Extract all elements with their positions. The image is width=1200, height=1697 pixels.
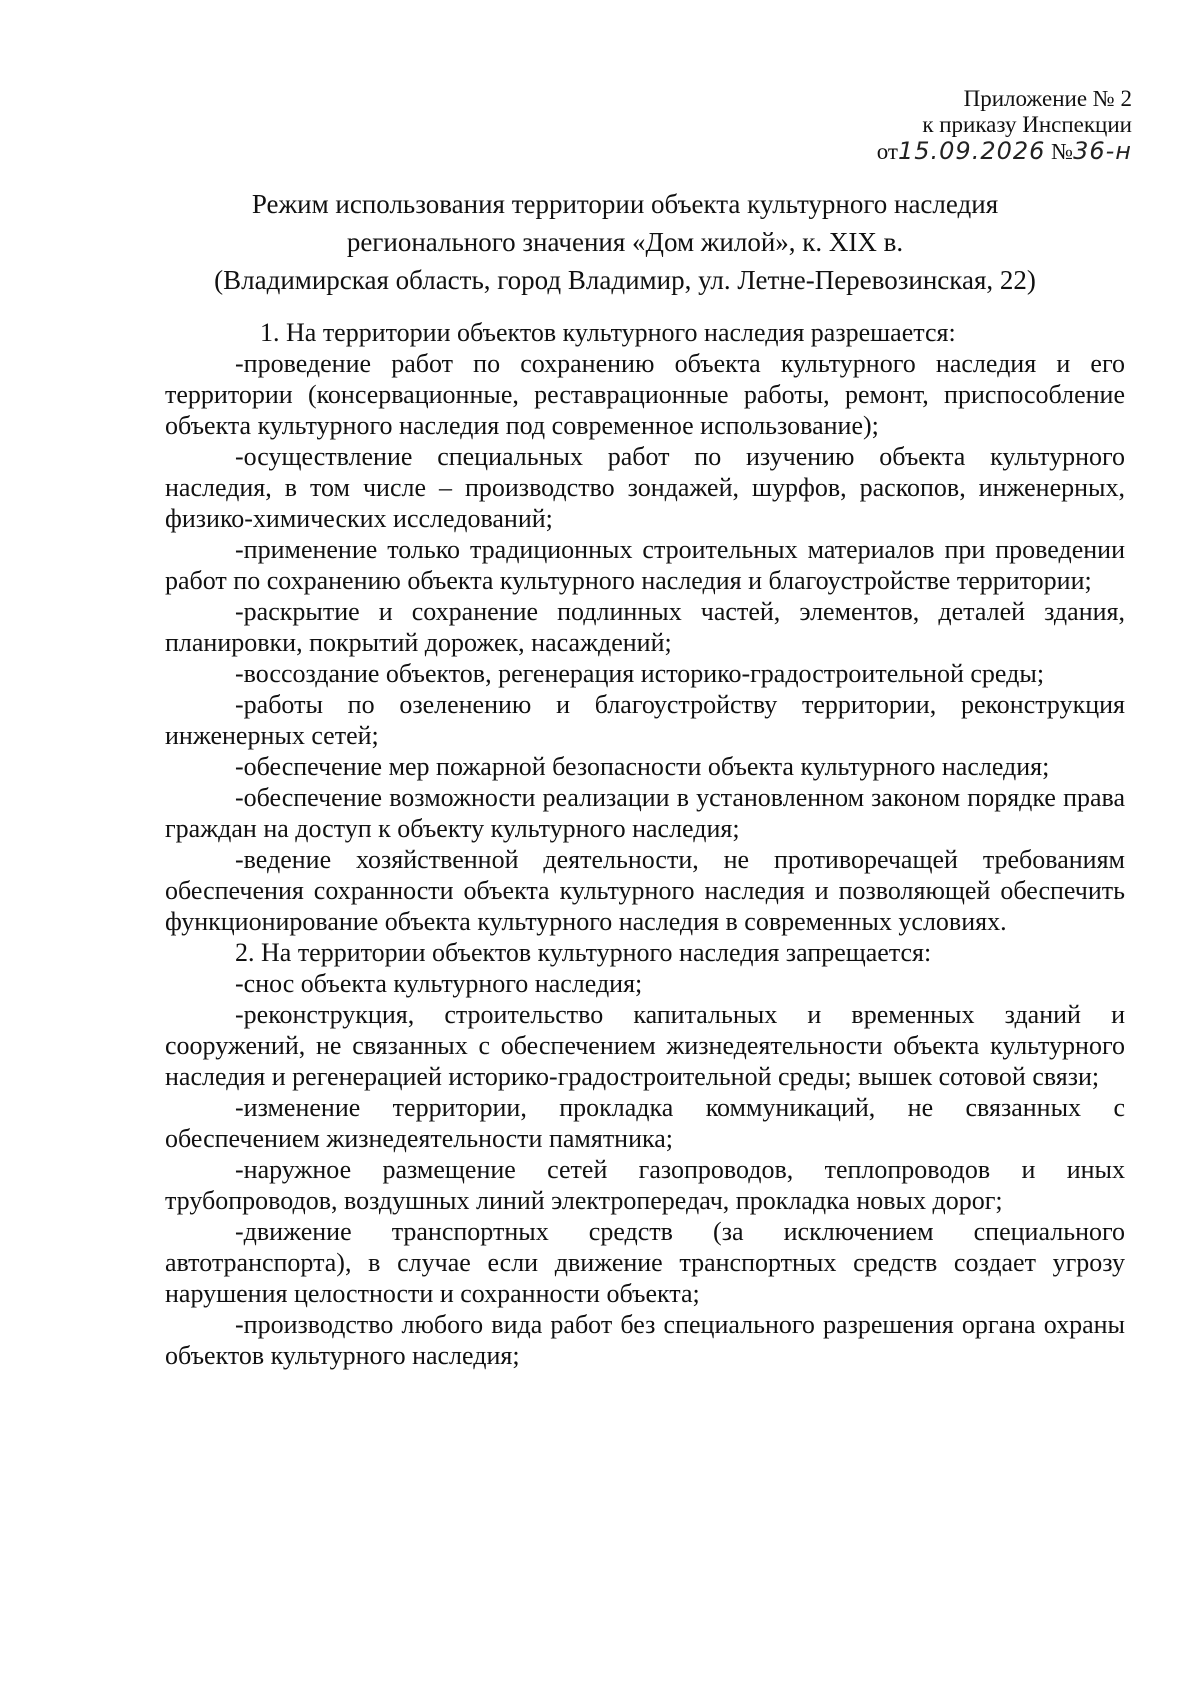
date-prefix: от xyxy=(876,139,898,164)
section-2-item: -производство любого вида работ без специального разрешения органа охраны объектов культурного наследия; xyxy=(165,1310,1125,1370)
section-1-item: -применение только традиционных строительных материалов при проведении работ по сохранению объекта культурного наследия и благоустройстве территории; xyxy=(165,535,1125,595)
section-1-item: -осуществление специальных работ по изучению объекта культурного наследия, в том числе – производство зондажей, шурфов, раскопов, инженерных, физико-химических исследований; xyxy=(165,442,1125,533)
section-1-heading: 1. На территории объектов культурного наследия разрешается: xyxy=(260,318,956,347)
title-line-2: регионального значения «Дом жилой», к. XIX в. xyxy=(346,227,904,257)
section-1-item: -обеспечение возможности реализации в установленном законом порядке права граждан на доступ к объекту культурного наследия; xyxy=(165,783,1125,843)
handwritten-date: 15.09.2026 xyxy=(897,137,1046,165)
section-2-item: -снос объекта культурного наследия; xyxy=(235,969,643,998)
order-date-number xyxy=(877,138,1132,165)
section-2-item: -движение транспортных средств (за исключением специального автотранспорта), в случае если движение транспортных средств создает угрозу нарушения целостности и сохранности объекта; xyxy=(165,1217,1125,1308)
order-reference: к приказу Инспекции xyxy=(922,112,1132,137)
document-title xyxy=(150,185,1100,299)
section-2-heading: 2. На территории объектов культурного наследия запрещается: xyxy=(235,938,932,967)
section-1-item: -раскрытие и сохранение подлинных частей, элементов, деталей здания, планировки, покрытий дорожек, насаждений; xyxy=(165,597,1125,657)
title-line-1: Режим использования территории объекта культурного наследия xyxy=(251,189,999,219)
section-2-item: -наружное размещение сетей газопроводов, теплопроводов и иных трубопроводов, воздушных линий электропередач, прокладка новых дорог; xyxy=(165,1155,1125,1215)
number-label: № xyxy=(1051,139,1074,164)
section-2-item: -реконструкция, строительство капитальных и временных зданий и сооружений, не связанных с обеспечением жизнедеятельности объекта культурного наследия и регенерацией историко-градостроительной среды; вышек сотовой связи; xyxy=(165,1000,1125,1091)
section-1-item: -обеспечение мер пожарной безопасности объекта культурного наследия; xyxy=(235,752,1050,781)
section-1-item: -воссоздание объектов, регенерация историко-градостроительной среды; xyxy=(235,659,1045,688)
title-line-3: (Владимирская область, город Владимир, ул. Летне-Перевозинская, 22) xyxy=(214,265,1036,295)
section-2-item: -изменение территории, прокладка коммуникаций, не связанных с обеспечением жизнедеятельности памятника; xyxy=(165,1093,1125,1153)
section-1-item: -проведение работ по сохранению объекта культурного наследия и его территории (консервационные, реставрационные работы, ремонт, приспособление объекта культурного наследия под современное использование); xyxy=(165,349,1125,440)
appendix-label: Приложение № 2 xyxy=(963,86,1132,111)
section-1-item: -ведение хозяйственной деятельности, не противоречащей требованиям обеспечения сохранности объекта культурного наследия и позволяющей обеспечить функционирование объекта культурного наследия в современных условиях. xyxy=(165,845,1125,936)
section-1-item: -работы по озеленению и благоустройству территории, реконструкция инженерных сетей; xyxy=(165,690,1125,750)
appendix-header xyxy=(877,86,1132,165)
document-body xyxy=(165,317,1125,1371)
handwritten-number: 36-н xyxy=(1073,137,1132,165)
